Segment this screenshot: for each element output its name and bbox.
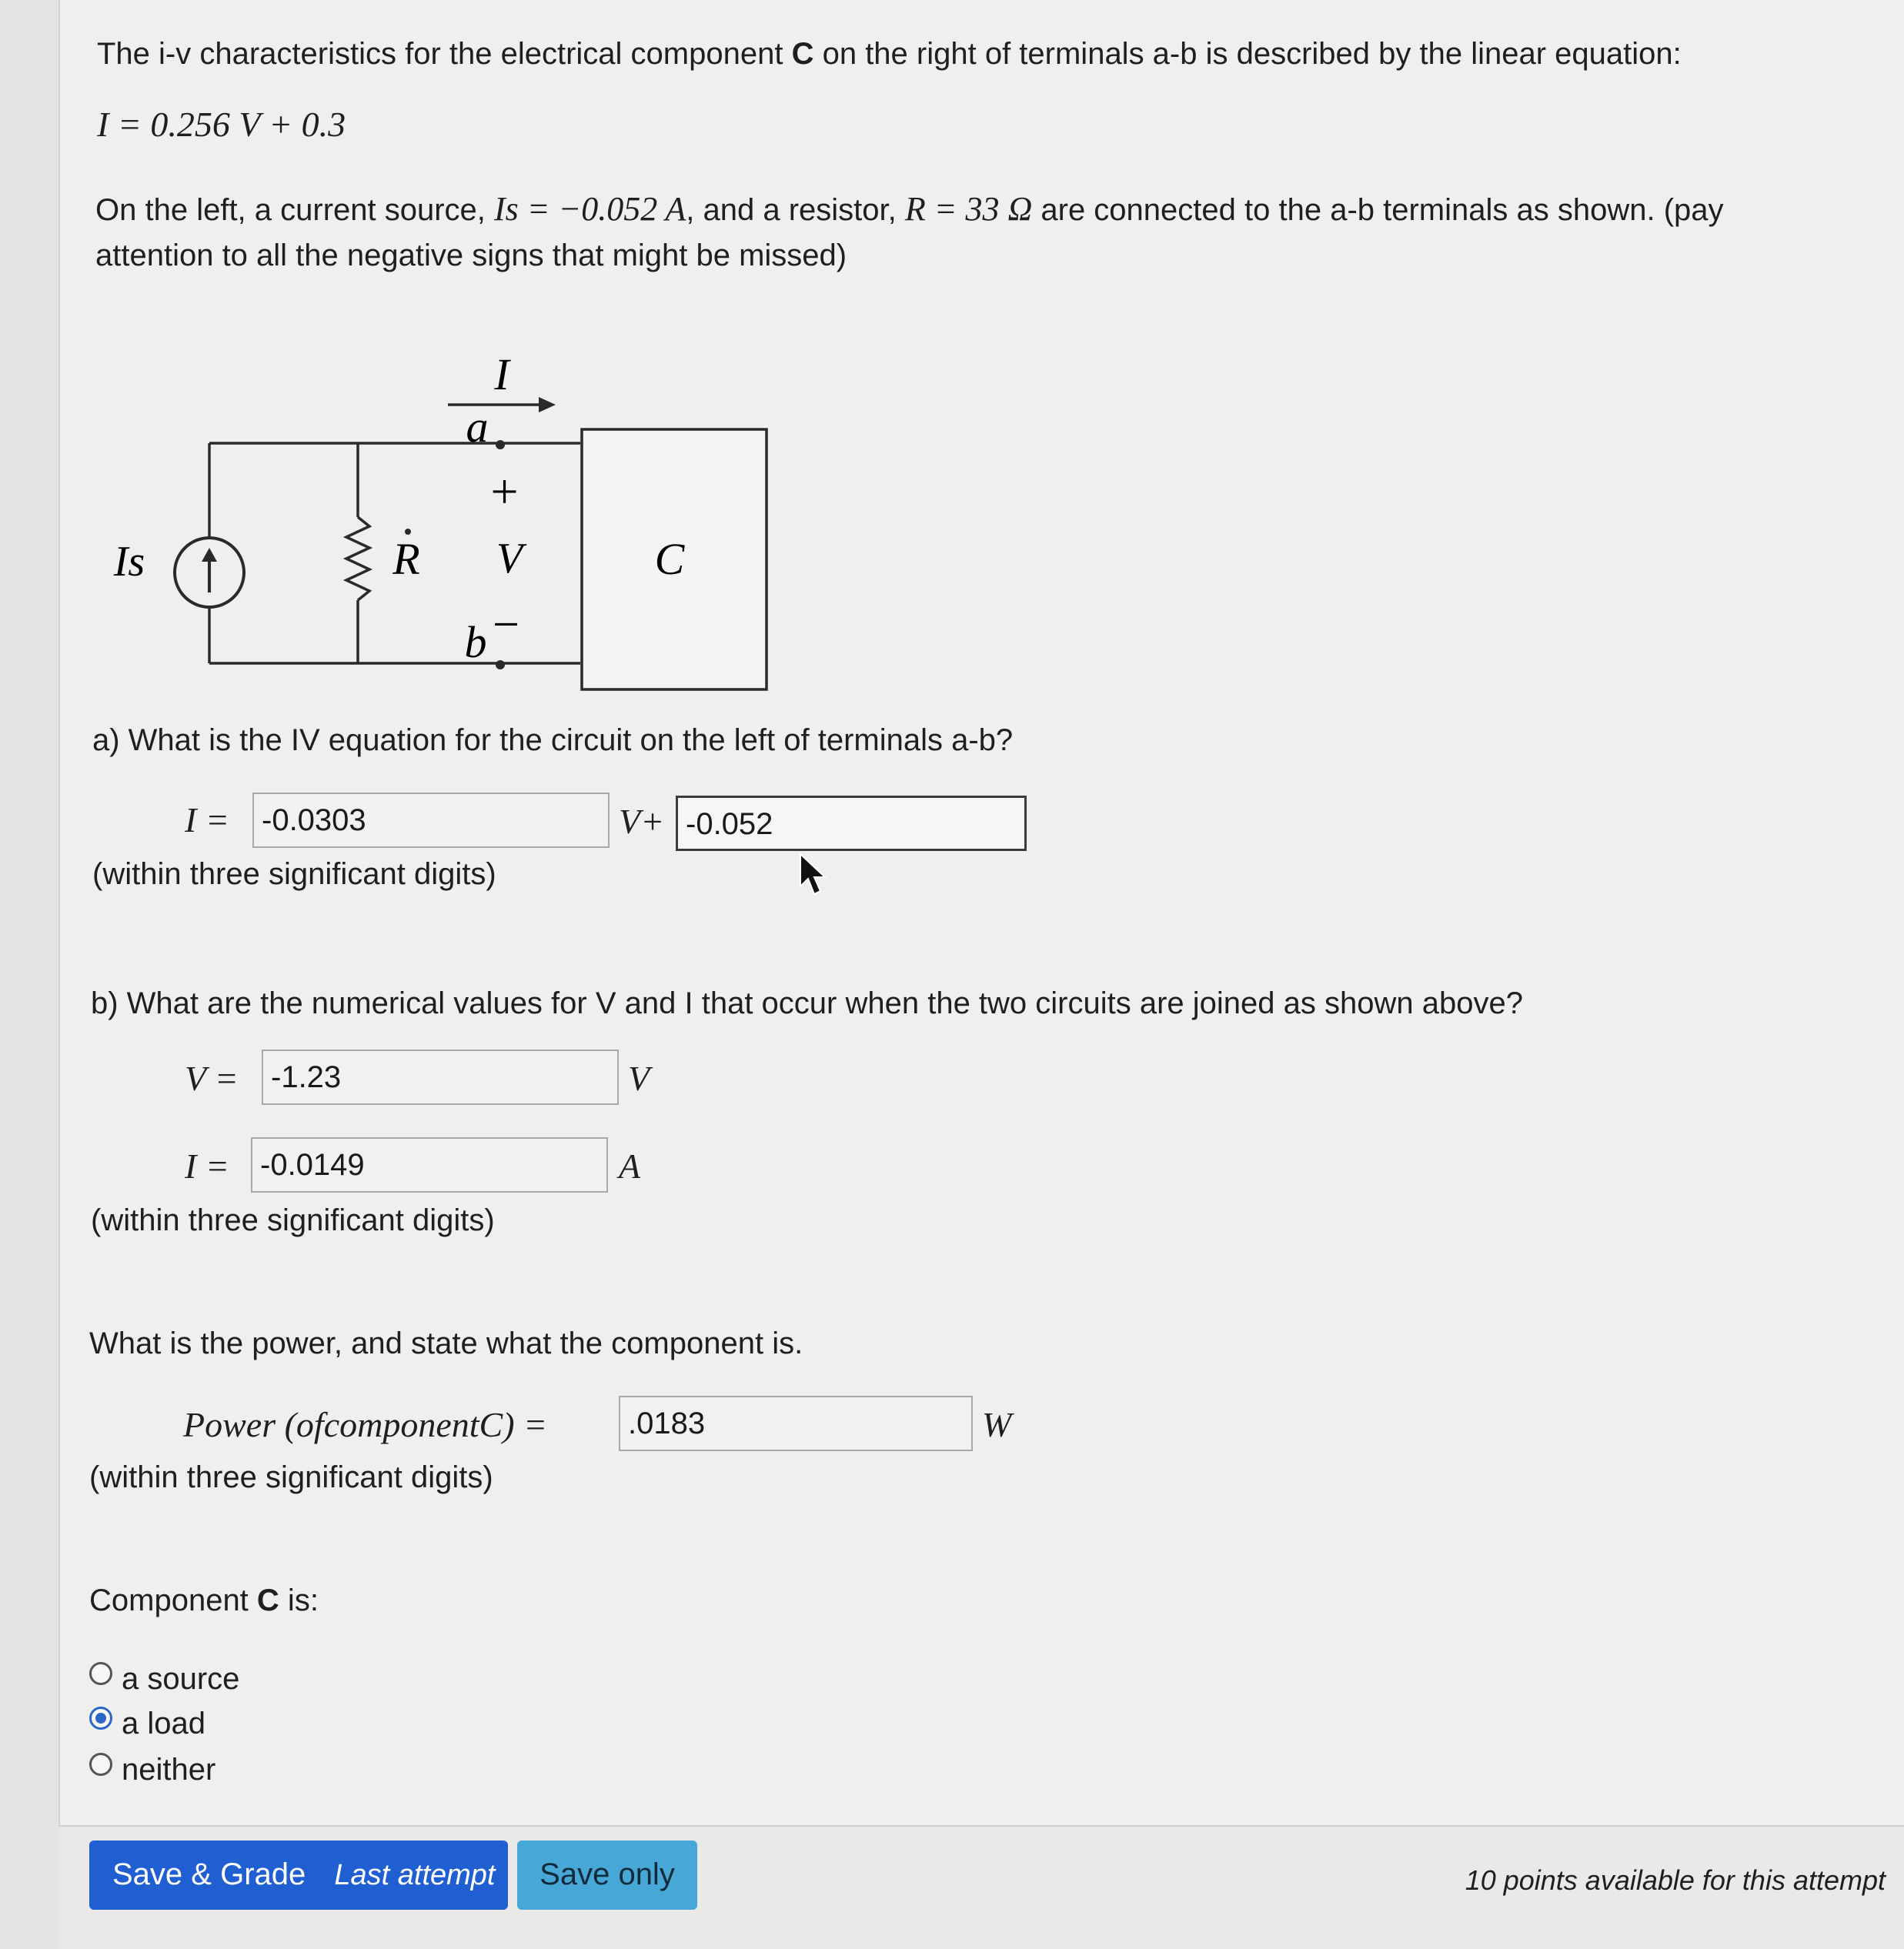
power-question: What is the power, and state what the component is. [89, 1327, 803, 1360]
component-equation: I = 0.256 V + 0.3 [97, 105, 346, 144]
power-note: (within three significant digits) [89, 1460, 493, 1494]
v-input[interactable]: -1.23 [262, 1050, 619, 1105]
source-label: Is [113, 538, 145, 586]
save-only-button[interactable]: Save only [517, 1841, 697, 1910]
resistor-label: R [392, 534, 420, 584]
i-input[interactable]: -0.0149 [251, 1137, 608, 1193]
part-b-note: (within three significant digits) [91, 1203, 495, 1237]
part-a-question: a) What is the IV equation for the circuit on the left of terminals a-b? [92, 723, 1014, 757]
power-input[interactable]: .0183 [619, 1396, 973, 1451]
option-load-label: a load [122, 1707, 205, 1740]
intro-suffix: on the right of terminals a-b is described by the linear equation: [813, 37, 1682, 71]
part-a-lhs: I = [185, 800, 229, 839]
part-a-mid: V+ [619, 802, 665, 841]
radio-source[interactable] [89, 1662, 112, 1685]
save-grade-button[interactable] [89, 1841, 508, 1910]
source-description-line2: attention to all the negative signs that might be missed) [95, 239, 847, 272]
intercept-input[interactable]: -0.052 [676, 796, 1027, 851]
intro-component-name: C [791, 37, 814, 71]
component-prompt [89, 1582, 319, 1619]
current-arrow-icon [539, 397, 556, 412]
radio-neither[interactable] [89, 1753, 112, 1776]
resistor-value: R = 33 Ω [904, 190, 1033, 228]
save-grade-label: Save & Grade [112, 1857, 306, 1891]
option-neither-label: neither [122, 1753, 216, 1787]
component-prompt-suffix: is: [279, 1584, 319, 1617]
voltage-label: V [496, 535, 523, 582]
current-label: I [494, 349, 509, 399]
terminal-b-icon [496, 660, 505, 669]
slope-input[interactable]: -0.0303 [252, 793, 610, 848]
v-label: V = [185, 1059, 239, 1098]
circuit-diagram [100, 346, 793, 700]
component-prompt-prefix: Component [89, 1584, 257, 1617]
component-prompt-name: C [256, 1584, 279, 1617]
i-unit: A [619, 1146, 641, 1186]
intro-prefix: The i-v characteristics for the electrical component [97, 37, 792, 71]
power-unit: W [982, 1405, 1012, 1444]
intro-text [97, 35, 1682, 72]
source-value: Is = −0.052 A [494, 190, 686, 228]
current-source-icon [175, 538, 244, 607]
minus-sign: − [489, 599, 522, 651]
terminal-a-icon [496, 440, 505, 449]
v-unit: V [628, 1059, 650, 1098]
option-load[interactable] [88, 1705, 396, 1742]
points-available: 10 points available for this attempt [1465, 1864, 1886, 1896]
plus-sign: + [487, 464, 521, 519]
radio-load[interactable] [89, 1707, 112, 1730]
i-label: I = [185, 1146, 229, 1186]
source-description-line1 [95, 189, 1724, 229]
source-text-3: are connected to the a-b terminals as shown. (pay [1032, 193, 1724, 227]
option-neither[interactable] [88, 1751, 396, 1788]
power-label: Power (ofcomponentC) = [183, 1405, 548, 1444]
source-text-2: , and a resistor, [686, 193, 905, 227]
node-b-label: b [464, 617, 487, 667]
component-label: C [654, 534, 685, 584]
source-text-1: On the left, a current source, [95, 193, 495, 227]
option-source[interactable] [88, 1660, 396, 1697]
node-a-label: a [466, 402, 489, 452]
last-attempt-label: Last attempt [334, 1859, 496, 1891]
option-source-label: a source [122, 1662, 240, 1696]
part-b-question: b) What are the numerical values for V and I that occur when the two circuits are joined as shown above? [91, 986, 1523, 1020]
part-a-note: (within three significant digits) [92, 857, 496, 891]
resistor-icon [346, 517, 369, 600]
mouse-cursor-icon [799, 853, 830, 899]
